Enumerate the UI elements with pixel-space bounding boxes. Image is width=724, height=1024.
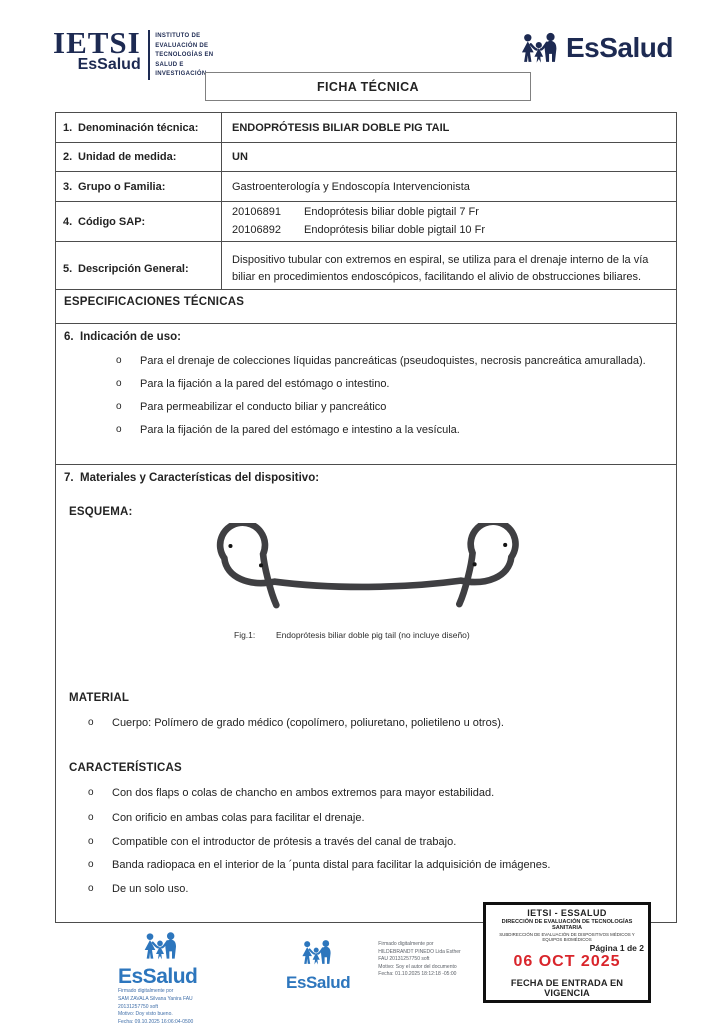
ietsi-tagline: INSTITUTO DE EVALUACIÓN DE TECNOLOGÍAS EN SALUD E INVESTIGACIÓN	[155, 33, 214, 78]
list-item: o Para permeabilizar el conducto biliar y pancreático	[116, 401, 387, 413]
sap-code: 20106892	[232, 223, 281, 236]
stamp-vigencia: FECHA DE ENTRADA EN VIGENCIA	[510, 977, 624, 998]
section-title: Materiales y Características del dispositivo:	[80, 472, 320, 484]
bullet-marker: o	[88, 812, 94, 823]
stamp-date: 06 OCT 2025	[513, 952, 621, 970]
list-item: o Con dos flaps o colas de chancho en ambos extremos para mayor estabilidad.	[88, 787, 495, 799]
table-row	[56, 242, 676, 295]
stent-tube	[275, 581, 461, 587]
table-row	[56, 202, 676, 242]
row-value: ENDOPRÓTESIS BILIAR DOBLE PIG TAIL	[232, 121, 450, 134]
table-row	[56, 113, 676, 143]
table-row	[56, 143, 676, 172]
row-value: UN	[232, 151, 248, 163]
row-number: 3.	[63, 180, 73, 193]
table-row	[56, 172, 676, 202]
doc-title-box	[205, 72, 531, 101]
sap-code-line	[232, 222, 666, 239]
section-materiales	[55, 464, 677, 923]
ietsi-brand: EsSalud	[77, 56, 141, 73]
row-label: Grupo o Familia:	[78, 180, 166, 193]
section-number: 6.	[64, 331, 74, 343]
list-item: o Compatible con el introductor de prótesis a través del canal de trabajo.	[88, 836, 457, 848]
bullet-marker: o	[88, 836, 94, 847]
list-item: o Banda radiopaca en el interior de la ´punta distal para facilitar la adquisición de imágenes.	[88, 859, 551, 871]
essalud-wordmark: EsSalud	[118, 965, 198, 988]
stamp-org: IETSI - ESSALUD	[527, 908, 607, 918]
caracteristicas-heading: CARACTERÍSTICAS	[69, 762, 182, 774]
signature-text: Firmado digitalmente por HILDEBRANDT PINEDO Lida Esther FAU 20131257750 soft Motivo: Soy el autor del documento Fecha: 01.10.2025 18:12:18 -05:00	[378, 941, 461, 977]
sap-desc: Endoprótesis biliar doble pigtail 7 Fr	[304, 206, 479, 219]
row-value: Dispositivo tubular con extremos en espiral, se utiliza para el drenaje interno de la vía biliar en procedimientos endoscópicos, facilitando el alivio de obstrucciones biliares.	[232, 254, 649, 283]
bullet-marker: o	[88, 787, 94, 798]
bullet-marker: o	[116, 424, 122, 435]
essalud-wordmark: EsSalud	[286, 973, 351, 992]
essalud-logo	[519, 30, 673, 66]
stamp-subdireccion: SUBDIRECCIÓN DE EVALUACIÓN DE DISPOSITIVOS MÉDICOS Y EQUIPOS BIOMÉDICOS	[499, 931, 635, 942]
section-indicacion-uso	[55, 323, 677, 465]
sap-code-line	[232, 204, 666, 221]
stamp-direccion: DIRECCIÓN DE EVALUACIÓN DE TECNOLOGÍAS SANITARIA	[501, 919, 633, 931]
bullet-marker: o	[88, 883, 94, 894]
esquema-label: ESQUEMA:	[69, 506, 133, 518]
section-title: Indicación de uso:	[80, 331, 181, 343]
bullet-marker: o	[116, 401, 122, 412]
list-item: o Con orificio en ambas colas para facilitar el drenaje.	[88, 812, 365, 824]
bullet-marker: o	[116, 378, 122, 389]
sap-desc: Endoprótesis biliar doble pigtail 10 Fr	[304, 223, 485, 236]
list-item: o Para la fijación a la pared del estómago o intestino.	[116, 378, 390, 390]
row-label: Unidad de medida:	[78, 151, 177, 163]
list-item: o Para la fijación de la pared del estómago e intestino a la vesícula.	[116, 424, 460, 436]
stent-right-pigtail	[459, 523, 515, 604]
stent-left-pigtail	[220, 523, 276, 605]
figure-caption: Fig.1: Endoprótesis biliar doble pig tail (no incluye diseño)	[234, 630, 470, 640]
list-item: o Para el drenaje de colecciones líquidas pancreáticas (pseudoquistes, necrosis pancreática amurallada).	[116, 355, 646, 367]
validity-stamp	[483, 902, 651, 1003]
figure-label: Fig.1:	[234, 630, 256, 640]
row-number: 5.	[63, 262, 73, 275]
material-heading: MATERIAL	[69, 692, 130, 704]
signature-left	[118, 931, 268, 1024]
row-label: Descripción General:	[78, 262, 189, 275]
bullet-marker: o	[88, 859, 94, 870]
row-number: 4.	[63, 215, 73, 228]
spec-header: ESPECIFICACIONES TÉCNICAS	[55, 289, 677, 325]
ietsi-acronym: IETSI	[53, 25, 141, 60]
info-table	[55, 112, 677, 296]
signature-middle	[286, 939, 461, 993]
list-item: o Cuerpo: Polímero de grado médico (copolímero, poliuretano, polietileno u otros).	[88, 717, 504, 729]
list-item: o De un solo uso.	[88, 883, 189, 895]
ietsi-divider	[148, 30, 151, 80]
row-label: Denominación técnica:	[78, 121, 199, 134]
page-indicator: Página 1 de 2	[589, 942, 644, 953]
row-number: 1.	[63, 121, 73, 134]
row-label: Código SAP:	[78, 215, 146, 228]
sap-code: 20106891	[232, 206, 281, 219]
section-number: 7.	[64, 472, 74, 484]
bullet-marker: o	[116, 355, 122, 366]
family-icon	[300, 939, 336, 971]
ietsi-logo	[53, 25, 214, 80]
essalud-wordmark: EsSalud	[566, 32, 673, 63]
family-icon	[118, 931, 268, 966]
stent-figure	[206, 523, 522, 623]
doc-title: FICHA TÉCNICA	[317, 79, 419, 94]
bullet-marker: o	[88, 717, 94, 728]
signature-text: Firmado digitalmente por SAM ZAVALA Silvana Yanira FAU 20131257750 soft Motivo: Doy visto bueno. Fecha: 09.10.2025 16:06:04-0500	[118, 988, 194, 1024]
row-value: Gastroenterología y Endoscopía Intervencionista	[232, 180, 470, 193]
family-icon	[519, 30, 563, 66]
row-number: 2.	[63, 151, 73, 163]
